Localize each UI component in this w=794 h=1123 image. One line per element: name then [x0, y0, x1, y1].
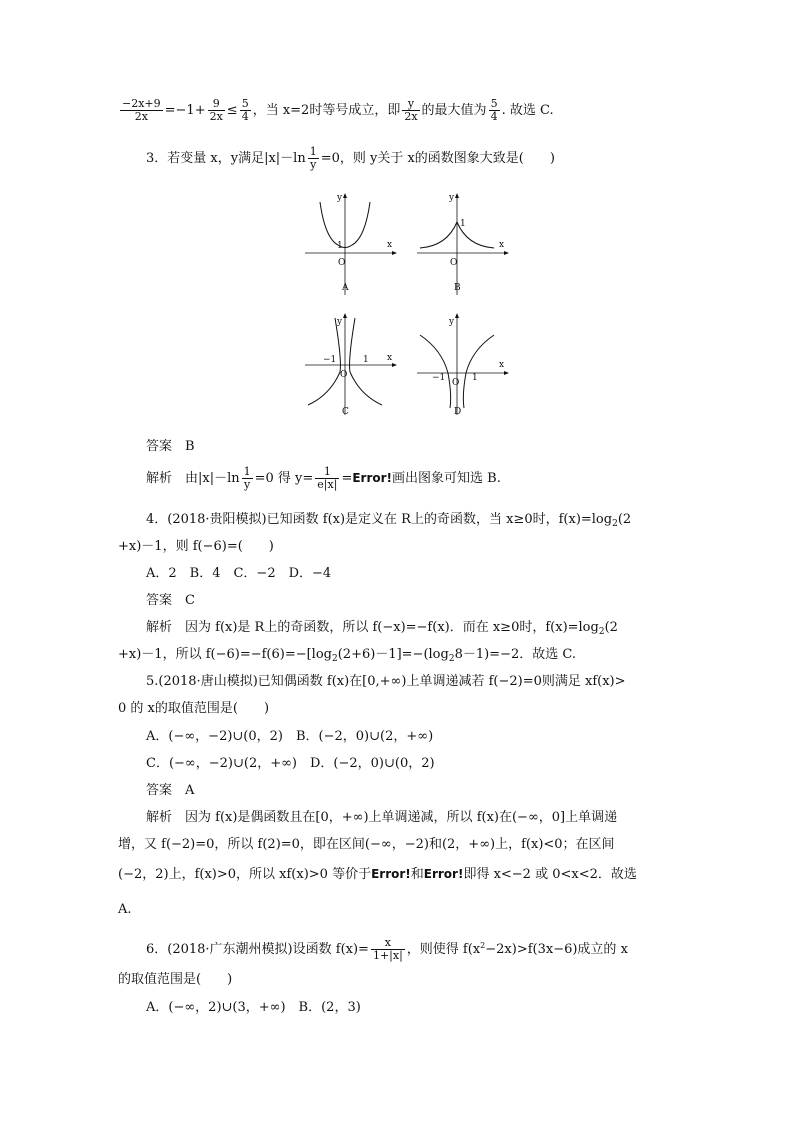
axis-line [455, 313, 459, 318]
fraction: $\frac{5}{4}$ [241, 97, 249, 123]
graph-a [300, 190, 410, 300]
tick-label: 1 [472, 373, 478, 383]
x-axis-label: x [387, 353, 393, 363]
graph-caption: B [454, 283, 461, 293]
origin-label: O [340, 370, 348, 380]
origin-label: O [338, 258, 346, 268]
graph-d [412, 310, 522, 420]
question-4-options: A．2 B．4 C．−2 D．−4 [146, 566, 332, 581]
question-5-stem-line1: 5.(2018·唐山模拟)已知偶函数 f(x)在[0,+∞)上单调递减若 f(−2)=0则满足 xf(x)> [146, 674, 626, 689]
question-3-analysis: 解析 由|x|－ln $\frac{1}{y}$ =0 得 y= $\frac{1}{e|x|}$ =Error!画出图象可知选 B. [146, 465, 501, 491]
fraction: $\frac{1}{y}$ [309, 145, 317, 171]
tick-label: −1 [323, 355, 337, 365]
question-5-answer: 答案 A [146, 783, 195, 798]
function-curve [463, 335, 494, 408]
axis-line [455, 193, 459, 198]
origin-label: O [450, 258, 458, 268]
fraction: $\frac{y}{2x}$ [404, 97, 418, 123]
y-axis-label: y [337, 317, 343, 327]
question-3-stem: 3．若变量 x，y满足|x|－ln $\frac{1}{y}$ =0，则 y关于 x的函数图象大致是( ) [146, 145, 555, 171]
graph-caption: C [342, 407, 349, 417]
fraction: $\frac{-2x+9}{2x}$ [122, 97, 161, 123]
tick-label: 1 [460, 219, 466, 229]
fraction: $\frac{x}{1+|x|}$ [372, 936, 403, 962]
y-axis-label: y [449, 317, 455, 327]
question-6-stem-line2: 的取值范围是( ) [118, 972, 233, 987]
axis-line [504, 371, 509, 375]
question-6-stem-line1: 6．(2018·广东潮州模拟)设函数 f(x)= $\frac{x}{1+|x|}$ ，则使得 $f(x^2-2x)>f(3x-6)$成立的 x [146, 936, 628, 962]
tick-label: −1 [432, 373, 446, 383]
question-4-stem-line2: +x)－1，则 f(−6)=( ) [118, 539, 274, 554]
fraction: $\frac{1}{e|x|}$ [317, 465, 338, 491]
graph-caption: D [454, 407, 462, 417]
question-4-analysis-line2: +x)－1，所以 $f(-6)=-f(6)=-[\log_2(2+6)-1]=-(\log_28-1)=-2$．故选 C. [118, 647, 576, 664]
question-4-answer: 答案 C [146, 593, 195, 608]
fraction: $\frac{9}{2x}$ [209, 97, 223, 123]
fraction: $\frac{1}{y}$ [243, 465, 251, 491]
tick-label: 1 [363, 355, 369, 365]
axis-line [343, 313, 347, 318]
question-5-stem-line2: 0 的 x的取值范围是( ) [118, 701, 270, 716]
question-5-analysis-line4: A. [118, 902, 132, 917]
question-3-answer: 答案 B [146, 439, 195, 454]
question-5-analysis-line1: 解析 因为 f(x)是偶函数且在[0，+∞)上单调递减，所以 f(x)在(−∞，0]上单调递 [146, 810, 618, 825]
question-5-analysis-line2: 增，又 f(−2)=0，所以 f(2)=0，即在区间(−∞，−2)和(2，+∞)上，f(x)<0；在区间 [118, 837, 615, 852]
axis-line [343, 193, 347, 198]
x-axis-label: x [499, 360, 505, 370]
y-axis-label: y [337, 193, 343, 203]
axis-line [392, 251, 397, 255]
function-curve [420, 335, 451, 408]
graph-caption: A [342, 283, 349, 293]
origin-label: O [452, 378, 460, 388]
question-6-options: A．(−∞，2)∪(3，+∞) B．(2，3) [146, 1000, 361, 1015]
fraction: $\frac{5}{4}$ [490, 97, 498, 123]
question-5-options-cd: C．(−∞，−2)∪(2，+∞) D．(−2，0)∪(0，2) [146, 756, 435, 771]
x-axis-label: x [499, 240, 505, 250]
solution-tail-line: $\frac{-2x+9}{2x}$ =−1+ $\frac{9}{2x}$ ≤ $\frac{5}{4}$ ，当 x=2时等号成立，即 $\frac{y}{2x}$ 的最大值为 $\frac{5}{4}$ . 故选 C. [122, 97, 554, 123]
axis-line [504, 251, 509, 255]
question-5-options-ab: A．(−∞，−2)∪(0，2) B．(−2，0)∪(2，+∞) [146, 729, 434, 744]
graph-c [300, 310, 410, 420]
axis-line [392, 363, 397, 367]
question-4-analysis-line1: 解析 因为 f(x)是 R上的奇函数，所以 f(−x)=−f(x)．而在 x≥0时，$f(x)=\log_2(2$ [146, 620, 618, 637]
graph-b [412, 190, 522, 300]
question-5-analysis-line3: (−2，2)上，f(x)>0，所以 xf(x)>0 等价于Error!和Error!即得 x<−2 或 0<x<2．故选 [118, 867, 637, 882]
x-axis-label: x [387, 240, 393, 250]
question-4-stem-line1: 4．(2018·贵阳模拟)已知函数 f(x)是定义在 R上的奇函数，当 x≥0时，$f(x)=\log_2(2$ [146, 512, 632, 529]
y-axis-label: y [449, 193, 455, 203]
tick-label: 1 [337, 241, 343, 251]
